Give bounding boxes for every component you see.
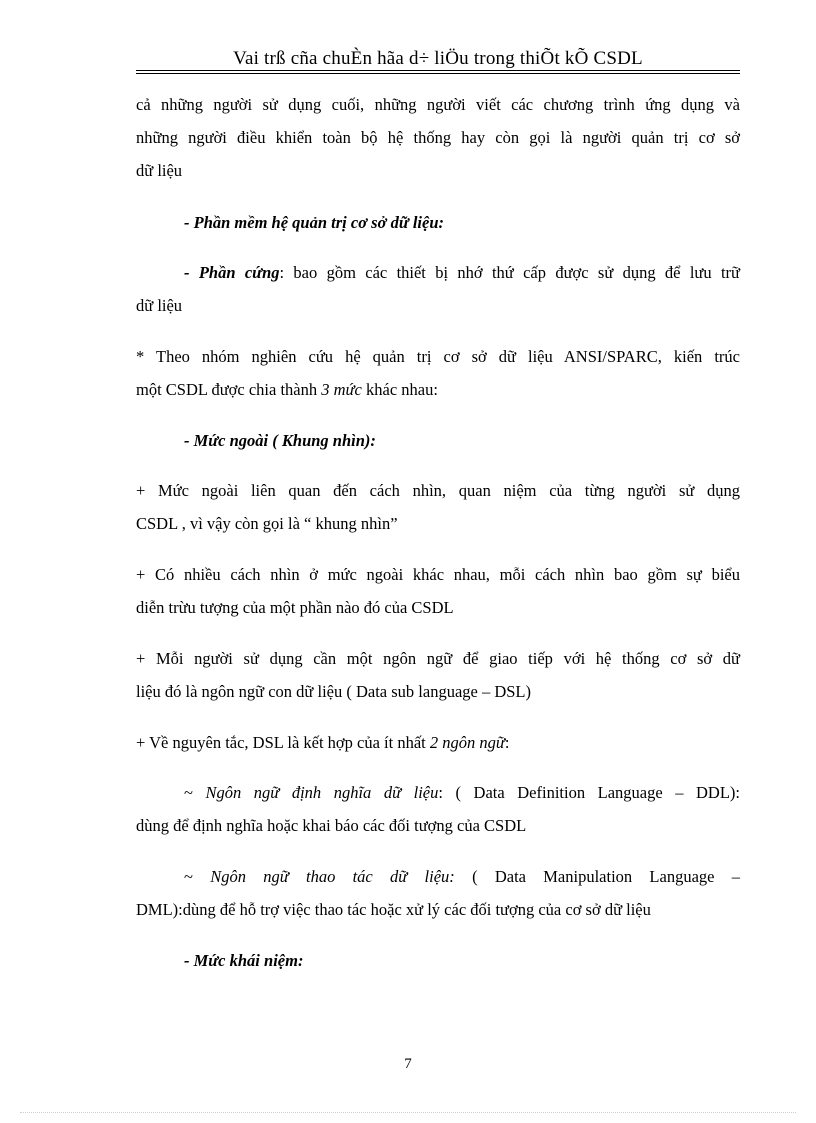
paragraph-external-line2: CSDL , vì vậy còn gọi là “ khung nhìn” (136, 514, 398, 533)
heading-external-level (136, 424, 740, 457)
ddl-term: Ngôn ngữ định nghĩa dữ liệu (205, 783, 439, 802)
heading-dbms-software-text: Phần mềm hệ quản trị cơ sở dữ liệu (193, 213, 439, 232)
paragraph-dsl-line2: liệu đó là ngôn ngữ con dữ liệu ( Data sub language – DSL) (136, 682, 532, 701)
paragraph-dml-line1 (136, 860, 740, 893)
hardware-term: Phần cứng (198, 263, 280, 282)
paragraph-dsl-principle (136, 726, 740, 759)
header-rule-bottom (136, 73, 740, 74)
paragraph-ansi-line1: * Theo nhóm nghiên cứu hệ quản trị cơ sở dữ liệu ANSI/SPARC, kiến trúc (136, 347, 740, 366)
heading-dbms-software-lead: - (184, 213, 194, 232)
paragraph-hardware-line1 (136, 256, 740, 289)
paragraph-dsl-line1: + Mỗi người sử dụng cần một ngôn ngữ để giao tiếp với hệ thống cơ sở dữ (136, 649, 740, 668)
paragraph-ddl-line1 (136, 776, 740, 809)
ddl-definition: : ( Data Definition Language – DDL): (438, 783, 740, 802)
ansi-line2-post: khác nhau: (361, 380, 438, 399)
heading-conceptual-text: Mức khái niệm (193, 951, 298, 970)
paragraph-dml-line2: DML):dùng để hỗ trợ việc thao tác hoặc xử lý các đối tượng của cơ sở dữ liệu (136, 900, 651, 919)
dml-term: Ngôn ngữ thao tác dữ liệu: (210, 867, 455, 886)
heading-conceptual-level (136, 944, 740, 977)
running-header: Vai trß cña chuÈn hãa d÷ liÖu trong thiÕt kÕ CSDL (233, 48, 643, 69)
paragraph-users-line1: cả những người sử dụng cuối, những người viết các chương trình ứng dụng và (136, 95, 740, 114)
hardware-description: : bao gồm các thiết bị nhớ thứ cấp được sử dụng để lưu trữ (279, 263, 740, 282)
heading-conceptual-lead: - (184, 951, 194, 970)
paragraph-ansi-line2 (136, 373, 740, 406)
hardware-lead: - (184, 263, 199, 282)
heading-conceptual-colon: : (297, 951, 304, 970)
paragraph-users-line2: những người điều khiển toàn bộ hệ thống hay còn gọi là người quản trị cơ sở (136, 128, 740, 147)
dsl-two-languages: 2 ngôn ngữ (429, 733, 505, 752)
dsl-principle-pre: + Về nguyên tắc, DSL là kết hợp của ít nhất (136, 733, 430, 752)
dml-tilde: ~ (184, 867, 211, 886)
page-number: 7 (404, 1056, 412, 1072)
paragraph-views-line1: + Có nhiều cách nhìn ở mức ngoài khác nhau, mỗi cách nhìn bao gồm sự biểu (136, 565, 740, 584)
page-bottom-dotted-border (20, 1112, 796, 1113)
paragraph-ddl-line2: dùng để định nghĩa hoặc khai báo các đối tượng của CSDL (136, 816, 527, 835)
paragraph-views-line2: diễn trừu tượng của một phần nào đó của CSDL (136, 598, 454, 617)
dsl-principle-post: : (504, 733, 510, 752)
dml-definition: ( Data Manipulation Language – (454, 867, 740, 886)
ansi-three-levels: 3 mức (321, 380, 362, 399)
heading-external-text: Mức ngoài ( Khung nhìn): (193, 431, 376, 450)
heading-dbms-software (136, 206, 740, 239)
paragraph-users-line3: dữ liệu (136, 161, 183, 180)
header-rule-top (136, 70, 740, 71)
ddl-tilde: ~ (184, 783, 206, 802)
paragraph-external-line1: + Mức ngoài liên quan đến cách nhìn, quan niệm của từng người sử dụng (136, 481, 740, 500)
heading-external-lead: - (184, 431, 194, 450)
ansi-line2-pre: một CSDL được chia thành (136, 380, 322, 399)
paragraph-hardware-line2: dữ liệu (136, 296, 183, 315)
heading-dbms-software-colon: : (438, 213, 444, 232)
